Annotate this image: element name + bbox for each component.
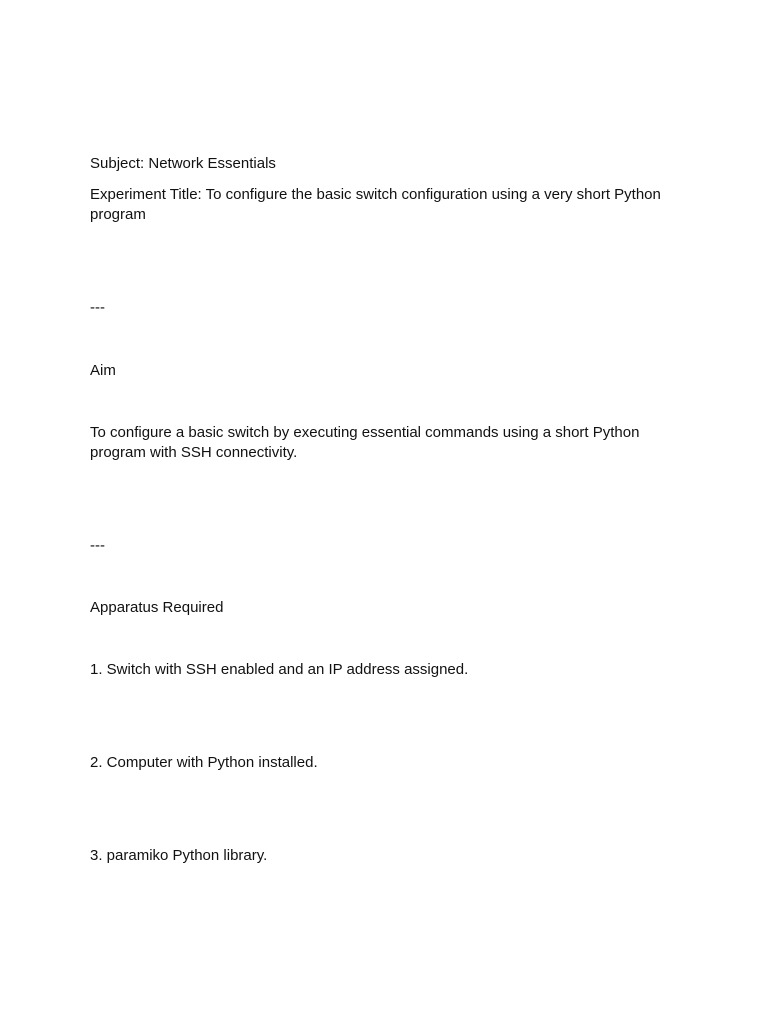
subject-line: Subject: Network Essentials bbox=[90, 155, 276, 172]
apparatus-heading: Apparatus Required bbox=[90, 599, 224, 616]
apparatus-item-2: 2. Computer with Python installed. bbox=[90, 754, 318, 771]
aim-text: To configure a basic switch by executing essential commands using a short Python program with SSH connectivity. bbox=[90, 424, 640, 461]
experiment-title: Experiment Title: To configure the basic switch configuration using a very short Python program bbox=[90, 186, 661, 223]
aim-heading: Aim bbox=[90, 362, 116, 379]
apparatus-item-3: 3. paramiko Python library. bbox=[90, 847, 268, 864]
separator-2: --- bbox=[90, 537, 105, 554]
apparatus-item-1: 1. Switch with SSH enabled and an IP address assigned. bbox=[90, 661, 469, 678]
separator-1: --- bbox=[90, 299, 105, 316]
